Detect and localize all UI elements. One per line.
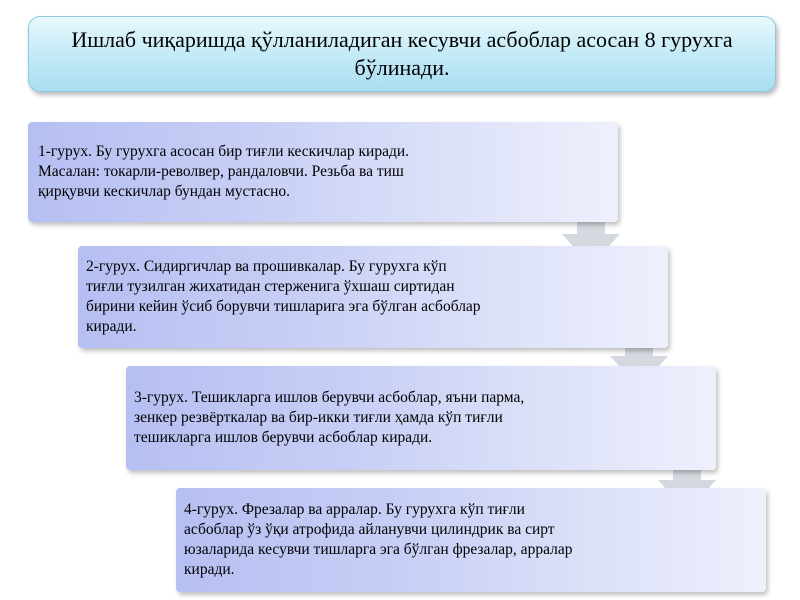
step-box-1 <box>28 122 618 222</box>
title-box <box>28 16 776 92</box>
step-text-3: 3-гурух. Тешикларга ишлов берувчи асбоблар, яъни парма, зенкер резвёрткалар ва бир-икки тиғли ҳамда кўп тиғли тешикларга ишлов берувчи асбоблар киради. <box>134 389 525 446</box>
step-text-1: 1-гурух. Бу гурухга асосан бир тиғли кескичлар киради. Масалан: токарли-револвер, рандаловчи. Резьба ва тиш қирқувчи кескичлар бундан мустасно. <box>38 143 410 200</box>
title-text: Ишлаб чиқаришда қўлланиладиган кесувчи асбоблар асосан 8 гурухга бўлинади. <box>71 27 733 80</box>
step-text-4: 4-гурух. Фрезалар ва арралар. Бу гурухга кўп тиғли асбоблар ўз ўқи атрофида айланувчи цилиндрик ва сирт юзаларида кесувчи тишларга эга бўлган фрезалар, арралар киради. <box>184 501 573 578</box>
step-box-2 <box>78 246 668 348</box>
step-text-2: 2-гурух. Сидиргичлар ва прошивкалар. Бу гурухга кўп тиғли тузилган жихатидан стерженига ўхшаш сиртидан бирини кейин ўсиб борувчи тишларига эга бўлган асбоблар киради. <box>86 258 481 335</box>
step-box-4 <box>176 488 766 592</box>
step-box-3 <box>126 366 716 470</box>
